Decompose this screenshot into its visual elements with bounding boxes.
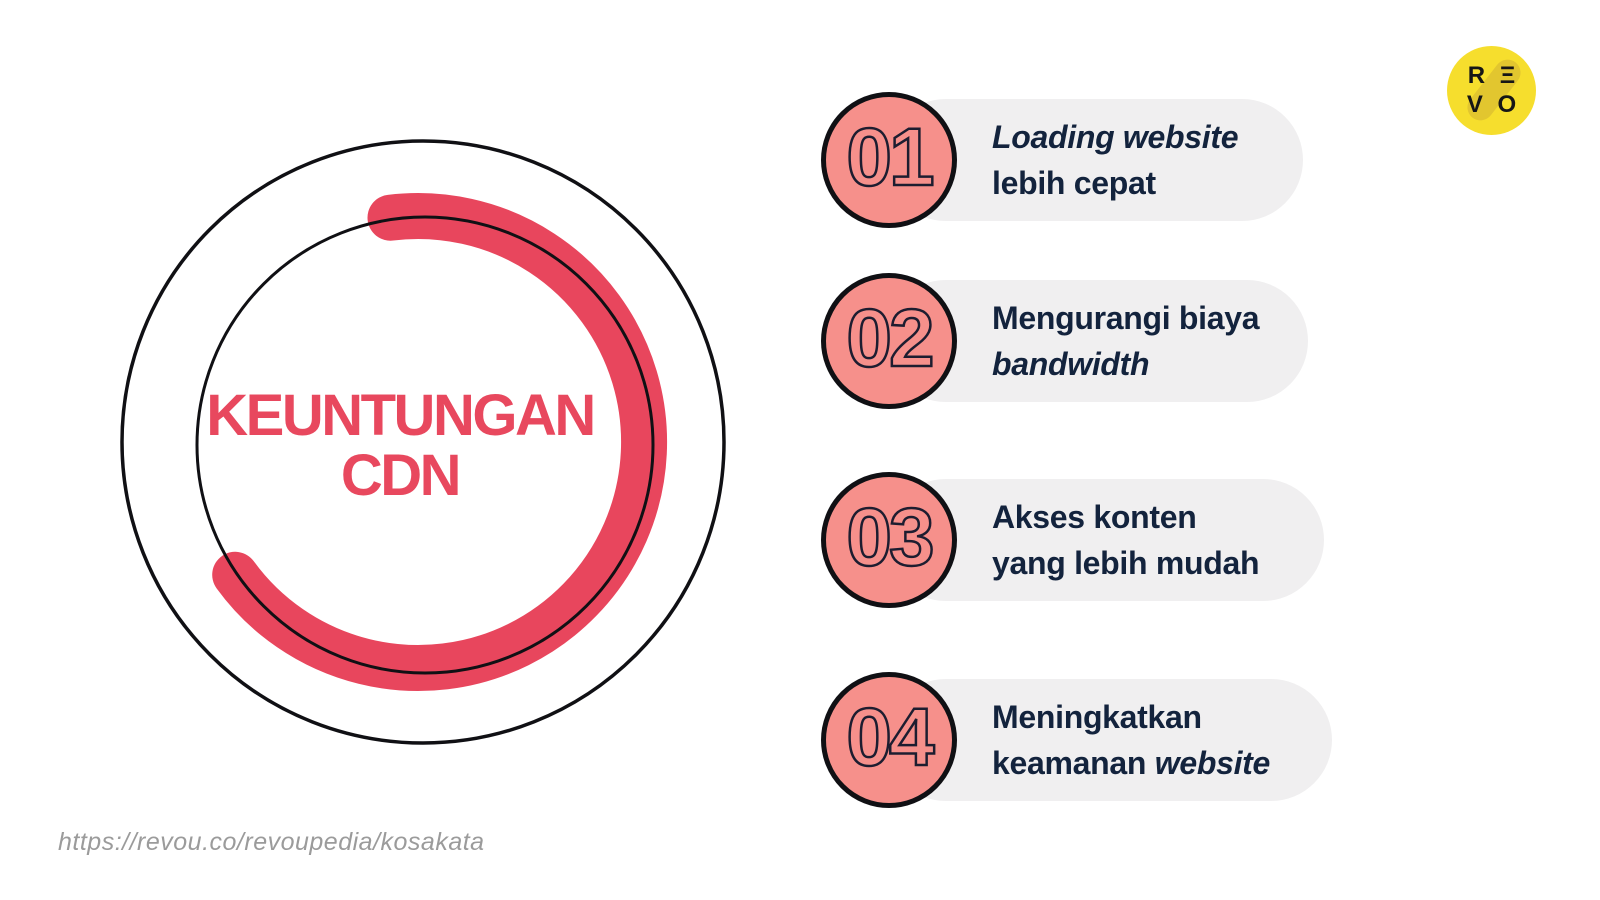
- logo-letters-row2: V O: [1466, 91, 1521, 118]
- benefit-label: [992, 494, 1362, 586]
- label-line1: Meningkatkan: [992, 699, 1202, 735]
- number-badge: [821, 672, 957, 808]
- label-line2: lebih cepat: [992, 165, 1156, 201]
- number-badge: [821, 472, 957, 608]
- logo-letters: [1447, 61, 1536, 119]
- number-text: 02: [846, 293, 932, 384]
- number-text: 04: [846, 692, 932, 783]
- benefit-label: [992, 694, 1362, 786]
- source-url: https://revou.co/revoupedia/kosakata: [58, 828, 485, 856]
- revou-logo: [1447, 46, 1536, 135]
- title-block: [140, 383, 660, 508]
- label-line2: bandwidth: [992, 346, 1150, 382]
- benefit-label: [992, 295, 1362, 387]
- label-line2-normal: keamanan: [992, 745, 1155, 781]
- benefit-label: [992, 114, 1362, 206]
- title-line2: CDN: [340, 443, 460, 508]
- number-text: 01: [846, 112, 932, 203]
- title-line1: KEUNTUNGAN: [206, 383, 594, 448]
- label-line1: Mengurangi biaya: [992, 300, 1260, 336]
- label-line1: Akses konten: [992, 499, 1197, 535]
- label-line2: yang lebih mudah: [992, 545, 1260, 581]
- label-line1: Loading website: [992, 119, 1239, 155]
- number-badge: [821, 92, 957, 228]
- number-text: 03: [846, 492, 932, 583]
- logo-letters-row1: R Ξ: [1467, 62, 1520, 89]
- label-line2-italic: website: [1154, 745, 1271, 781]
- number-badge: [821, 273, 957, 409]
- label-line2: [992, 740, 1362, 786]
